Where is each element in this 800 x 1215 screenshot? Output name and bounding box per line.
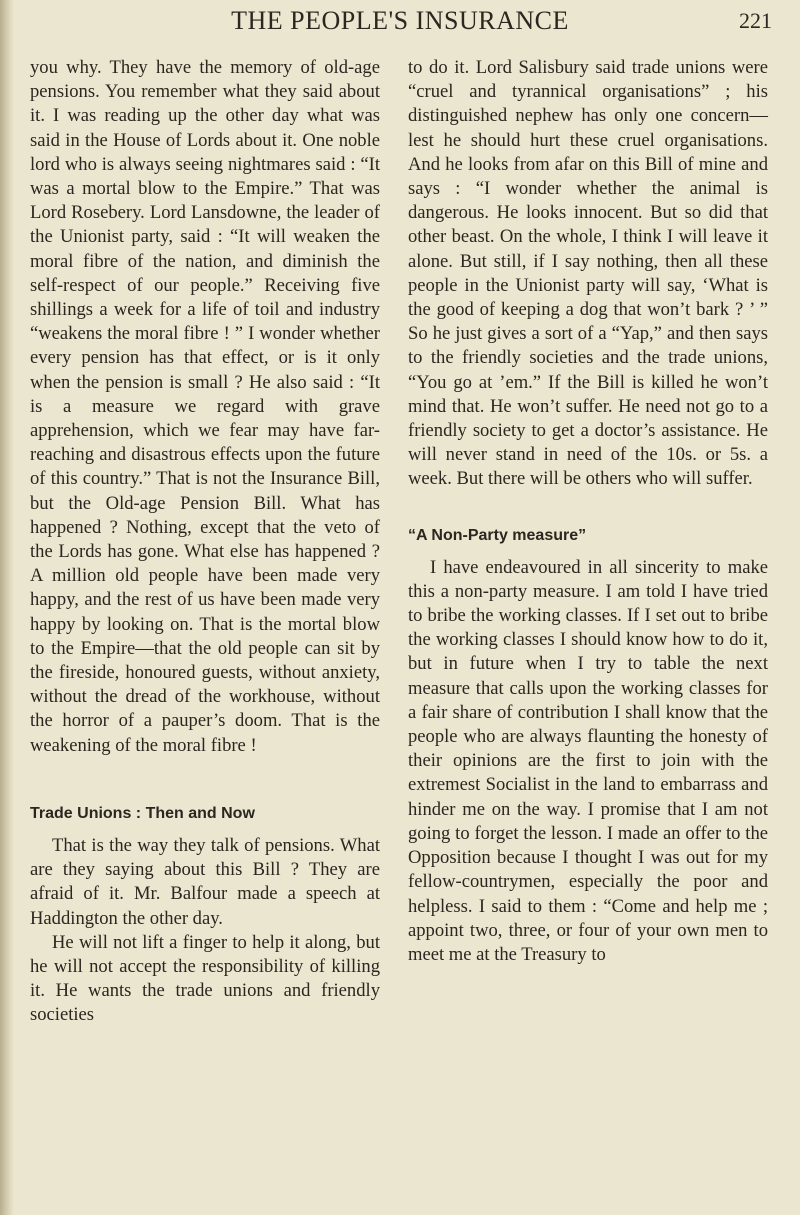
paragraph: to do it. Lord Salisbury said trade unions were “cruel and tyrannical organisations” ; his distinguished nephew has only one concern—lest he should hurt these cruel organisations. And he looks from afar on this Bill of mine and says : “I wonder whether the animal is dangerous. He looks innocent. But so did that other beast. On the whole, I think I will leave it alone. But still, if I say nothing, then all these people in the Unionist party will say, ‘What is the good of keeping a dog that won’t bark ? ’ ” So he just gives a sort of a “Yap,” and then says to the friendly societies and the trade unions, “You go at ’em.” If the Bill is killed he won’t mind that. He won’t suffer. He need not go to a friendly society to get a doctor’s assistance. He will never stand in need of the 10s. or 5s. a week. But there will be others who will suffer. bbox=[408, 57, 768, 490]
paragraph: you why. They have the memory of old-age pensions. You remember what they said about it. I was reading up the other day what was said in the House of Lords about it. One noble lord who is always seeing nightmares said : “It was a mortal blow to the Empire.” That was Lord Rosebery. Lord Lansdowne, the leader of the Unionist party, said : “It will weaken the moral fibre of the nation, and diminish the self-respect of our people.” Receiving five shillings a week for a life of toil and industry “weakens the moral fibre ! ” I wonder whether every pension has that effect, or is it only when the pension is small ? He also said : “It is a measure we regard with grave apprehension, which we fear may have far-reaching and disastrous effects upon the future of this country.” That is not the Insurance Bill, but the Old-age Pension Bill. What has happened ? Nothing, except that the veto of the Lords has gone. What else has happened ? A million old people have been made very happy, and the rest of us have been made very happy by looking on. That is the mortal blow to the Empire—that the old people can sit by the fireside, honoured guests, without anxiety, without the dread of the workhouse, without the horror of a pauper’s doom. That is the weakening of the moral fibre ! bbox=[30, 57, 380, 756]
page-gutter bbox=[0, 0, 14, 1215]
section-heading: Trade Unions : Then and Now bbox=[30, 804, 255, 822]
left-column bbox=[30, 56, 380, 1028]
section-heading: “A Non-Party measure” bbox=[408, 526, 587, 544]
page-header bbox=[0, 4, 800, 40]
paragraph: That is the way they talk of pensions. What are they saying about this Bill ? They are afraid of it. Mr. Balfour made a speech at Haddington the other day. bbox=[30, 834, 380, 929]
page-number: 221 bbox=[739, 8, 772, 33]
paragraph: He will not lift a finger to help it along, but he will not accept the responsibility of killing it. He wants the trade unions and friendly societies bbox=[30, 931, 380, 1026]
right-column bbox=[408, 56, 768, 967]
running-title: THE PEOPLE'S INSURANCE bbox=[231, 6, 569, 35]
paragraph: I have endeavoured in all sincerity to make this a non-party measure. I am told I have tried to bribe the working classes. If I set out to bribe the working classes I should know how to do it, but in future when I try to table the next measure that calls upon the working classes for a fair share of contribution I shall know that the people who are always flaunting the honesty of their opinions are the first to join with the extremest Socialist in the land to embarrass and hinder me on the way. I promise that I am not going to forget the lesson. I made an offer to the Opposition because I thought I was out for my fellow-countrymen, especially the poor and helpless. I said to them : “Come and help me ; appoint two, three, or four of your own men to meet me at the Treasury to bbox=[408, 556, 768, 965]
